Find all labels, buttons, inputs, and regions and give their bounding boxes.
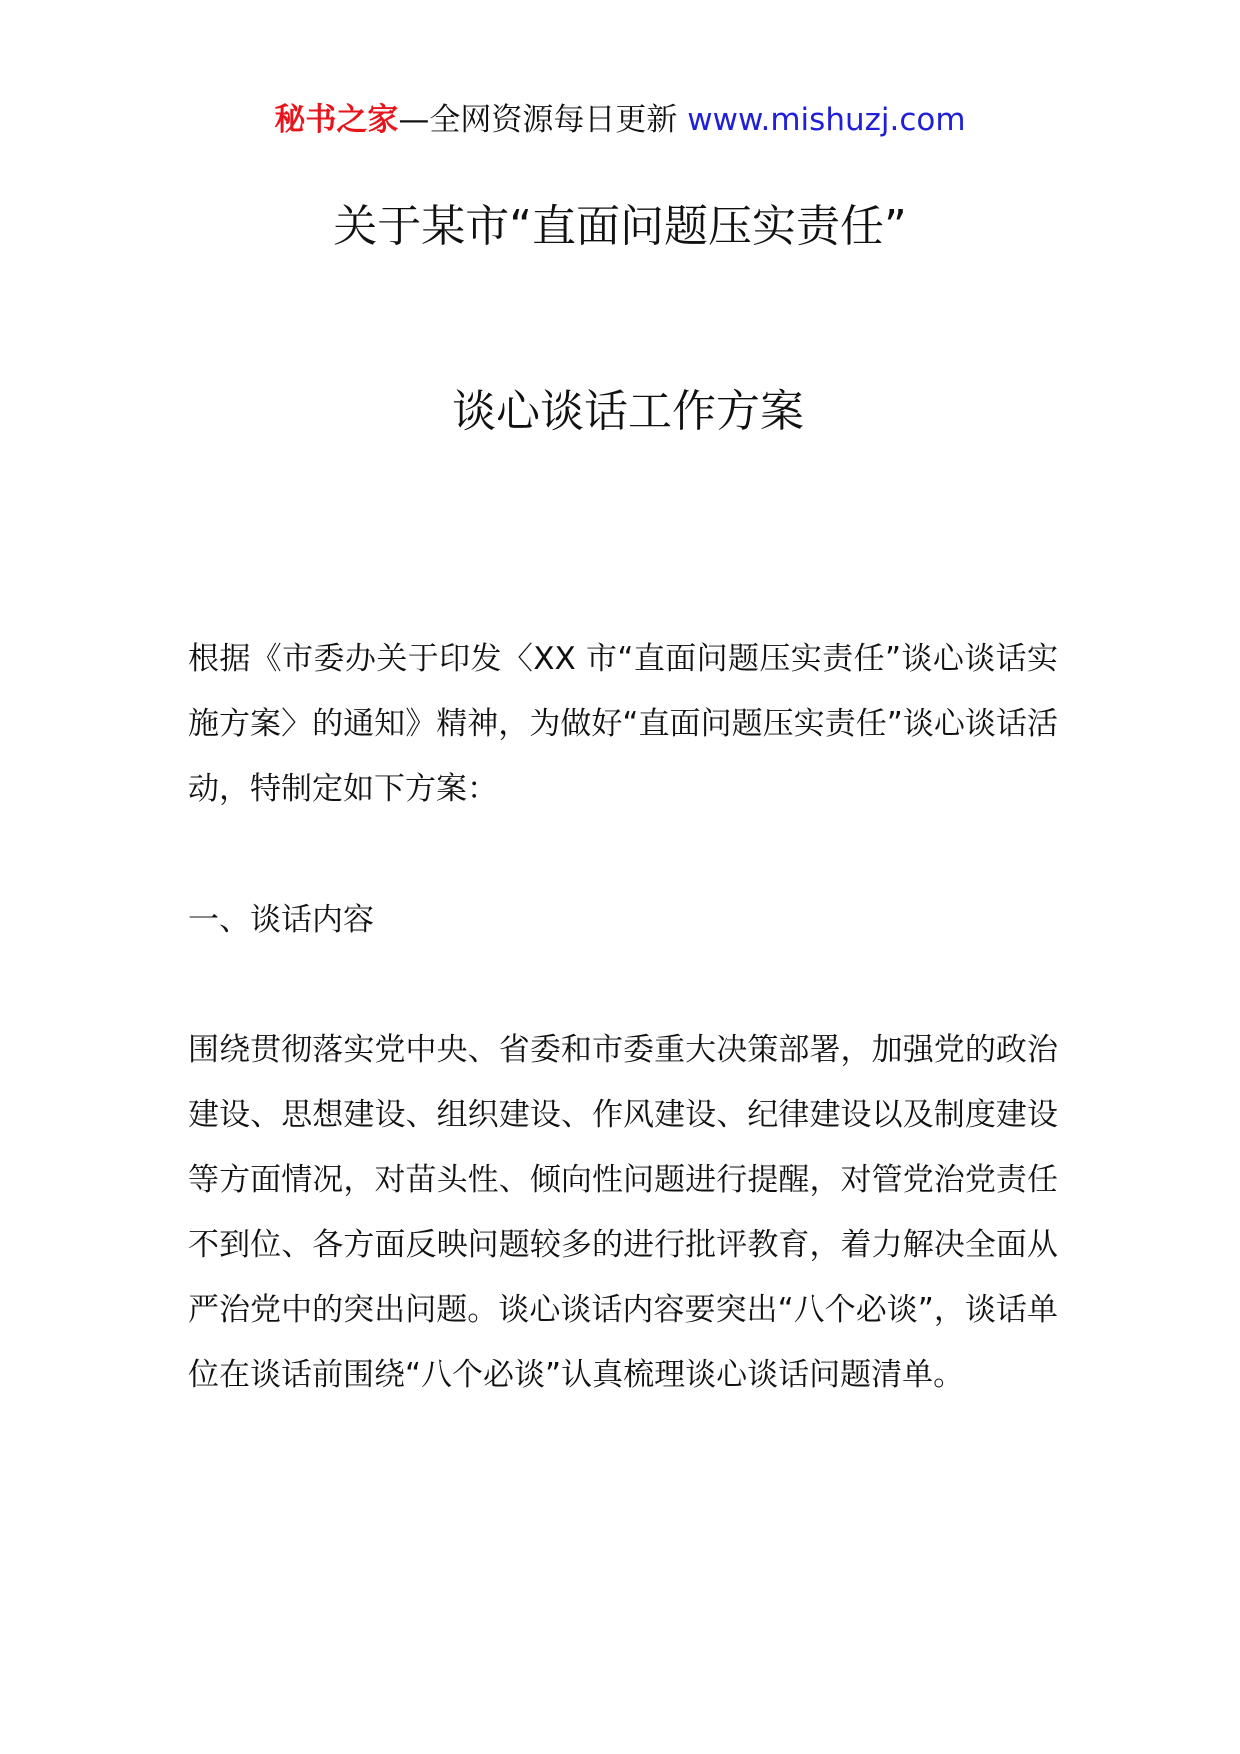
intro-paragraph: 根据《市委办关于印发〈XX 市“直面问题压实责任”谈心谈话实施方案〉的通知》精神，为做好“直面问题压实责任”谈心谈话活动，特制定如下方案： (188, 641, 1058, 807)
section-heading-talk-content: 一、谈话内容 (188, 902, 374, 938)
document-title-line-2: 谈心谈话工作方案 (452, 386, 804, 437)
site-header (0, 98, 1240, 142)
site-url-link[interactable]: www.mishuzj.com (687, 102, 966, 138)
document-title-line-1: 关于某市“直面问题压实责任” (333, 201, 907, 252)
brand-name: 秘书之家 (274, 102, 399, 138)
header-tagline: —全网资源每日更新 (398, 102, 678, 138)
section-body-talk-content: 围绕贯彻落实党中央、省委和市委重大决策部署，加强党的政治建设、思想建设、组织建设、作风建设、纪律建设以及制度建设等方面情况，对苗头性、倾向性问题进行提醒，对管党治党责任不到位、各方面反映问题较多的进行批评教育，着力解决全面从严治党中的突出问题。谈心谈话内容要突出“八个必谈”，谈话单位在谈话前围绕“八个必谈”认真梳理谈心谈话问题清单。 (188, 1032, 1058, 1393)
